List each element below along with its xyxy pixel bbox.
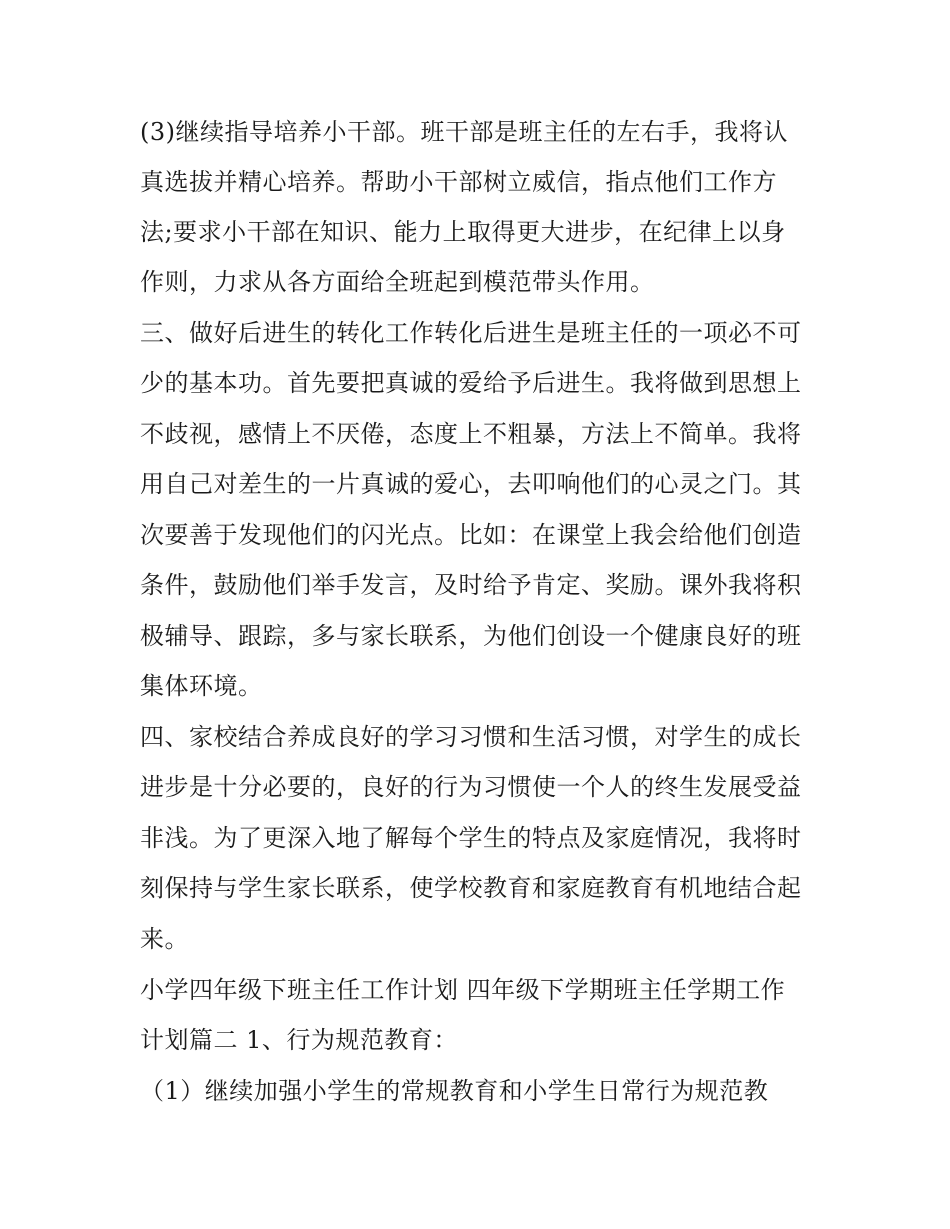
text-line: 条件，鼓励他们举手发言，及时给予肯定、奖励。课外我将积 (140, 571, 802, 599)
text-line: 三、做好后进生的转化工作转化后进生是班主任的一项必不可 (140, 319, 802, 347)
text-line: 小学四年级下班主任工作计划 四年级下学期班主任学期工作 (140, 976, 786, 1004)
text-line: 集体环境。 (140, 672, 263, 700)
text-line: 作则，力求从各方面给全班起到模范带头作用。 (140, 268, 655, 296)
text-line: 法;要求小干部在知识、能力上取得更大进步，在纪律上以身 (140, 218, 786, 246)
text-line: 来。 (140, 925, 189, 953)
text-line: 极辅导、跟踪，多与家长联系，为他们创设一个健康良好的班 (140, 622, 802, 650)
text-line: 计划篇二 1、行为规范教育： (140, 1026, 458, 1054)
text-line: 进步是十分必要的，良好的行为习惯使一个人的终生发展受益 (140, 773, 802, 801)
text-line: 少的基本功。首先要把真诚的爱给予后进生。我将做到思想上 (140, 369, 802, 397)
text-line: (3)继续指导培养小干部。班干部是班主任的左右手，我将认 (140, 118, 788, 146)
text-line: 非浅。为了更深入地了解每个学生的特点及家庭情况，我将时 (140, 824, 802, 852)
text-line: 次要善于发现他们的闪光点。比如：在课堂上我会给他们创造 (140, 521, 802, 549)
text-line: 不歧视，感情上不厌倦，态度上不粗暴，方法上不简单。我将 (140, 420, 802, 448)
text-line: 真选拔并精心培养。帮助小干部树立威信，指点他们工作方 (140, 168, 777, 196)
text-line: 四、家校结合养成良好的学习习惯和生活习惯，对学生的成长 (140, 723, 802, 751)
text-line: 刻保持与学生家长联系，使学校教育和家庭教育有机地结合起 (140, 874, 802, 902)
text-line: 用自己对差生的一片真诚的爱心，去叩响他们的心灵之门。其 (140, 470, 802, 498)
text-line: （1）继续加强小学生的常规教育和小学生日常行为规范教 (140, 1077, 769, 1105)
